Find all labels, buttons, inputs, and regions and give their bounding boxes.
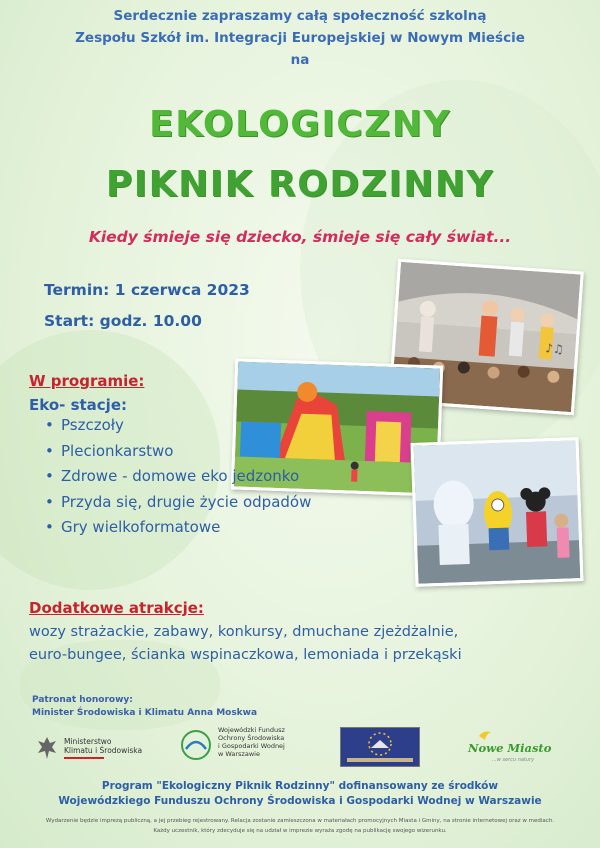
town-motto: ...w sercu natury <box>492 757 535 763</box>
eagle-icon <box>36 735 58 761</box>
disclaimer-line: Każdy uczestnik, który zdecyduje się na udział w imprezie wyraża zgodę na publikację swojego wizerunku. <box>153 828 447 834</box>
list-item: • Zdrowe - domowe eko jedzonko <box>47 464 311 490</box>
patronage-heading: Patronat honorowy: <box>32 695 133 705</box>
fund-emblem-icon <box>180 729 212 761</box>
program-heading: W programie: <box>29 372 145 390</box>
title-line-2: PIKNIK RODZINNY <box>105 164 495 205</box>
town-name: Nowe Miasto <box>468 741 552 755</box>
attractions-heading: Dodatkowe atrakcje: <box>29 599 204 617</box>
ministry-name-line: Klimatu i Środowiska <box>64 746 143 755</box>
flag-stripe <box>64 757 104 759</box>
event-start-time: Start: godz. 10.00 <box>44 312 202 330</box>
funding-line: Program "Ekologiczny Piknik Rodzinny" dofinansowany ze środków <box>101 780 499 792</box>
town-logo <box>468 728 552 770</box>
ministry-logo <box>36 733 166 767</box>
list-item: • Przyda się, drugie życie odpadów <box>47 490 311 516</box>
patronage-name: Minister Środowiska i Klimatu Anna Moskwa <box>32 708 258 718</box>
title-line-1: EKOLOGICZNY <box>149 104 451 145</box>
disclaimer-line: Wydarzenie będzie imprezą publiczną, a jej przebieg rejestrowany. Relacja zostanie zamieszczona w materiałach promocyjnych Miasta i Gminy, na stronie internetowej oraz w mediach. <box>45 818 555 824</box>
eko-stations-heading: Eko- stacje: <box>29 396 127 414</box>
intro-line: na <box>290 52 310 68</box>
fund-name-line: w Warszawie <box>218 750 260 758</box>
list-item: • Gry wielkoformatowe <box>47 515 311 541</box>
list-item: • Plecionkarstwo <box>47 439 311 465</box>
svg-text:♪♫: ♪♫ <box>544 341 565 357</box>
list-item: • Pszczoły <box>47 413 311 439</box>
fund-logo <box>180 726 330 766</box>
fund-name-line: Ochrony Środowiska <box>218 734 285 742</box>
intro-line: Zespołu Szkół im. Integracji Europejskiej w Nowym Mieście <box>75 30 525 46</box>
funding-line: Wojewódzkiego Funduszu Ochrony Środowiska i Gospodarki Wodnej w Warszawie <box>58 795 542 807</box>
bird-icon <box>478 728 492 742</box>
attractions-line: wozy strażackie, zabawy, konkursy, dmuchane zjeżdżalnie, <box>29 624 459 640</box>
program-list <box>47 413 311 541</box>
tagline: Kiedy śmieje się dziecko, śmieje się cały świat... <box>88 228 512 246</box>
ministry-name-line: Ministerstwo <box>64 737 112 746</box>
event-date: Termin: 1 czerwca 2023 <box>44 281 250 299</box>
school-eu-logo <box>340 727 420 767</box>
fund-name-line: Wojewódzki Fundusz <box>218 726 285 734</box>
fund-name-line: i Gospodarki Wodnej <box>218 742 285 750</box>
photo-mascots <box>411 437 584 587</box>
intro-line: Serdecznie zapraszamy całą społeczność szkolną <box>113 8 487 24</box>
attractions-line: euro-bungee, ścianka wspinaczkowa, lemoniada i przekąski <box>29 647 462 663</box>
